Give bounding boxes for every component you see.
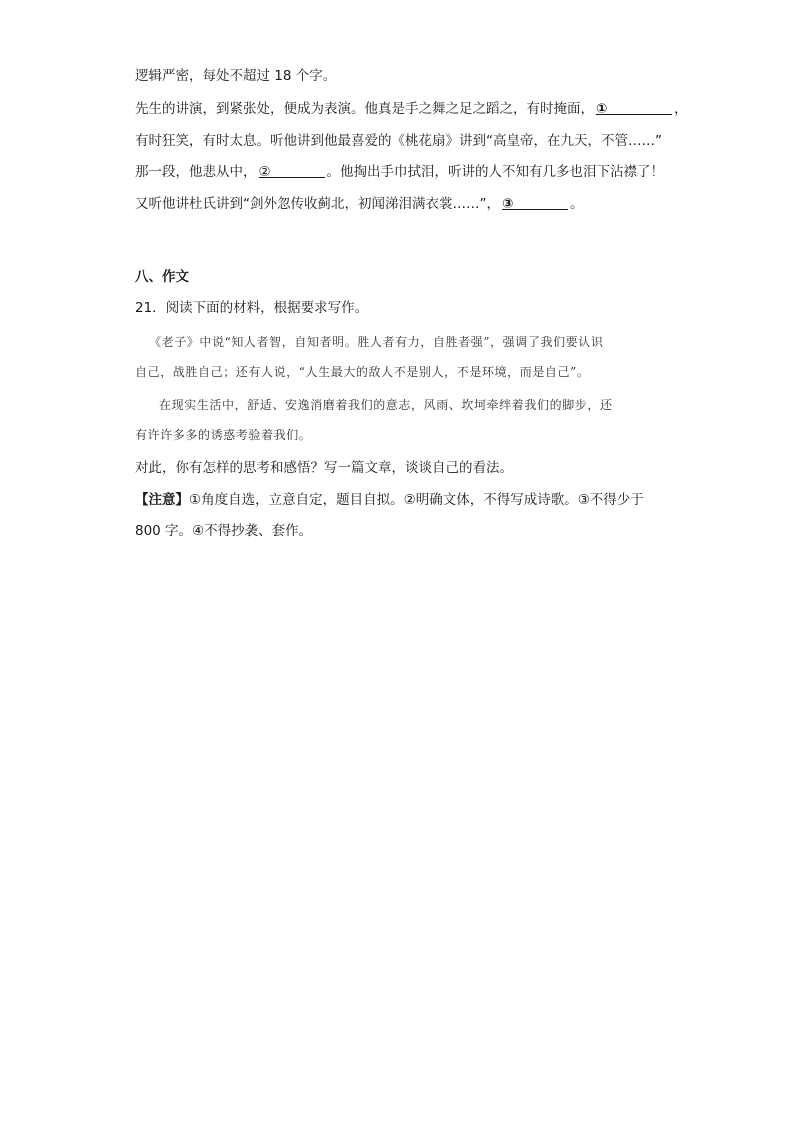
passage-text: 先生的讲演，到紧张处，便成为表演。他真是手之舞之足之蹈之，有时掩面，	[135, 101, 594, 117]
section-title	[135, 267, 189, 287]
material-p1-l2	[135, 362, 589, 382]
section-title-text: 八、作文	[135, 269, 189, 285]
blank-number: ①	[596, 101, 608, 117]
note-label: 【注意】	[135, 492, 189, 508]
fill-blank-3[interactable]	[502, 194, 568, 210]
passage-text: 那一段，他悲从中，	[135, 164, 257, 180]
passage-text: 。	[570, 196, 584, 212]
passage-line-4	[135, 194, 584, 214]
passage-line-3	[135, 162, 664, 182]
passage-line-0	[135, 66, 336, 86]
question-21	[135, 298, 368, 318]
note-text: 800 字。④不得抄袭、套作。	[135, 523, 313, 539]
material-p2-l1	[135, 395, 613, 415]
question-text: 阅读下面的材料，根据要求写作。	[165, 300, 369, 316]
blank-number: ②	[258, 164, 271, 180]
passage-line-2	[135, 131, 662, 151]
material-p1-l1	[135, 332, 603, 352]
fill-blank-1[interactable]	[596, 99, 672, 115]
material-text: 自己，战胜自己；还有人说，“人生最大的敌人不是别人，不是环境，而是自己”。	[135, 365, 590, 379]
material-text: 《老子》中说“知人者智，自知者明。胜人者有力，自胜者强”，强调了我们要认识	[149, 335, 604, 349]
passage-text: 又听他讲杜氏讲到“剑外忽传收蓟北，初闻涕泪满衣裳……”，	[135, 196, 500, 212]
prompt-text: 对此，你有怎样的思考和感悟？写一篇文章，谈谈自己的看法。	[135, 460, 513, 476]
note-line-2	[135, 521, 312, 541]
material-text: 有许许多多的诱惑考验着我们。	[135, 428, 312, 442]
question-number: 21．	[135, 300, 166, 316]
passage-line-1	[135, 99, 688, 119]
passage-text: 有时狂笑，有时太息。听他讲到他最喜爱的《桃花扇》讲到“高皇帝，在九天，不管……”	[135, 133, 662, 149]
passage-text: ，	[674, 101, 688, 117]
blank-number: ③	[502, 196, 514, 212]
writing-prompt	[135, 458, 513, 478]
fill-blank-2[interactable]	[259, 162, 325, 178]
passage-text: 逻辑严密，每处不超过 18 个字。	[135, 68, 337, 84]
material-text: 在现实生活中，舒适、安逸消磨着我们的意志，风雨、坎坷牵绊着我们的脚步，还	[159, 398, 613, 412]
note-line-1	[135, 490, 644, 510]
passage-text: 。他掏出手巾拭泪，听讲的人不知有几多也泪下沾襟了！	[326, 164, 664, 180]
material-p2-l2	[135, 425, 311, 445]
note-text: ①角度自选，立意自定，题目自拟。②明确文体，不得写成诗歌。③不得少于	[189, 492, 644, 508]
